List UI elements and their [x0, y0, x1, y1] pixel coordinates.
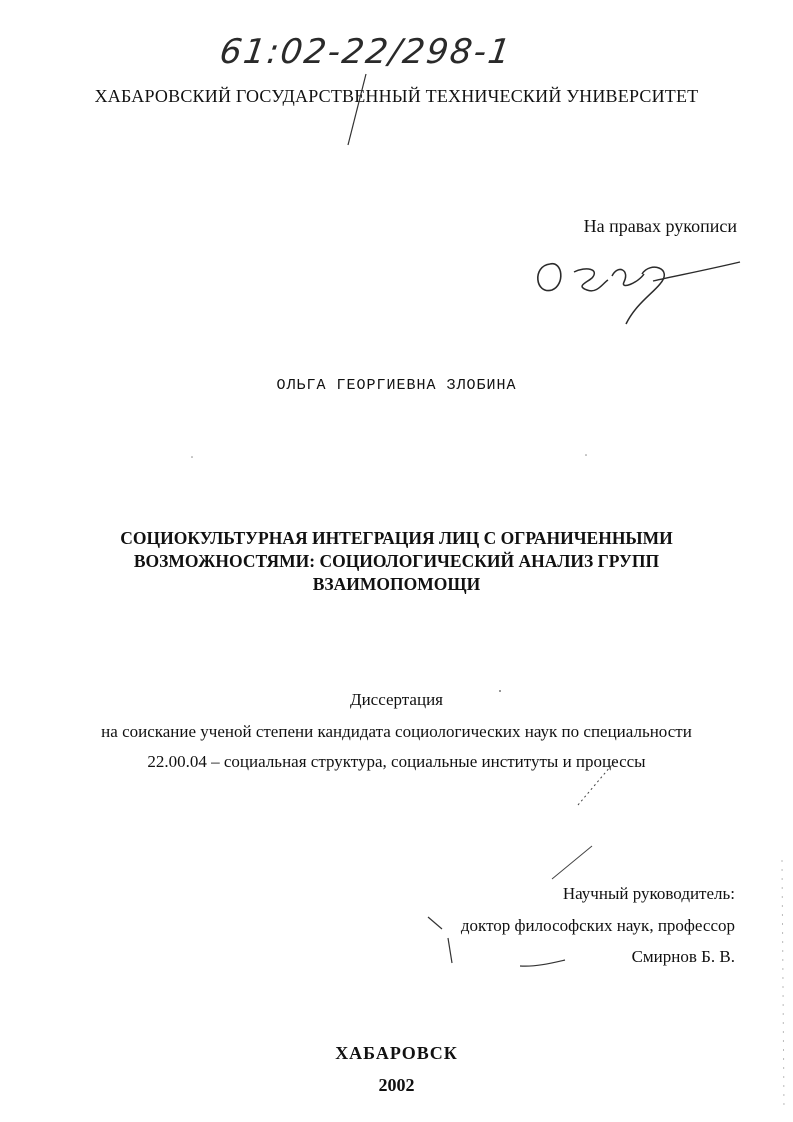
rights-note: На правах рукописи — [583, 216, 737, 236]
city: ХАБАРОВСК — [335, 1043, 458, 1063]
title-line: ВОЗМОЖНОСТЯМИ: СОЦИОЛОГИЧЕСКИЙ АНАЛИЗ ГРУПП — [133, 551, 660, 571]
degree-line: на соискание ученой степени кандидата социологических наук по специальности — [101, 722, 692, 741]
supervisor-degree: доктор философских наук, профессор — [460, 916, 735, 935]
archive-code: 61:02-22/298-1 — [217, 32, 515, 72]
supervisor-name: Смирнов Б. В. — [631, 947, 735, 966]
dissertation-label: Диссертация — [349, 690, 443, 709]
supervisor-label: Научный руководитель: — [562, 884, 735, 903]
title-line: СОЦИОКУЛЬТУРНАЯ ИНТЕГРАЦИЯ ЛИЦ С ОГРАНИЧЕННЫМИ — [120, 528, 673, 548]
author-signature — [528, 248, 748, 328]
dissertation-title — [0, 527, 793, 596]
title-line: ВЗАИМОПОМОЩИ — [312, 574, 481, 594]
specialty-line: 22.00.04 – социальная структура, социальные институты и процессы — [147, 752, 646, 771]
university-name: ХАБАРОВСКИЙ ГОСУДАРСТВЕННЫЙ ТЕХНИЧЕСКИЙ УНИВЕРСИТЕТ — [94, 86, 699, 106]
author-name: ОЛЬГА ГЕОРГИЕВНА ЗЛОБИНА — [276, 377, 517, 394]
year: 2002 — [378, 1075, 415, 1095]
